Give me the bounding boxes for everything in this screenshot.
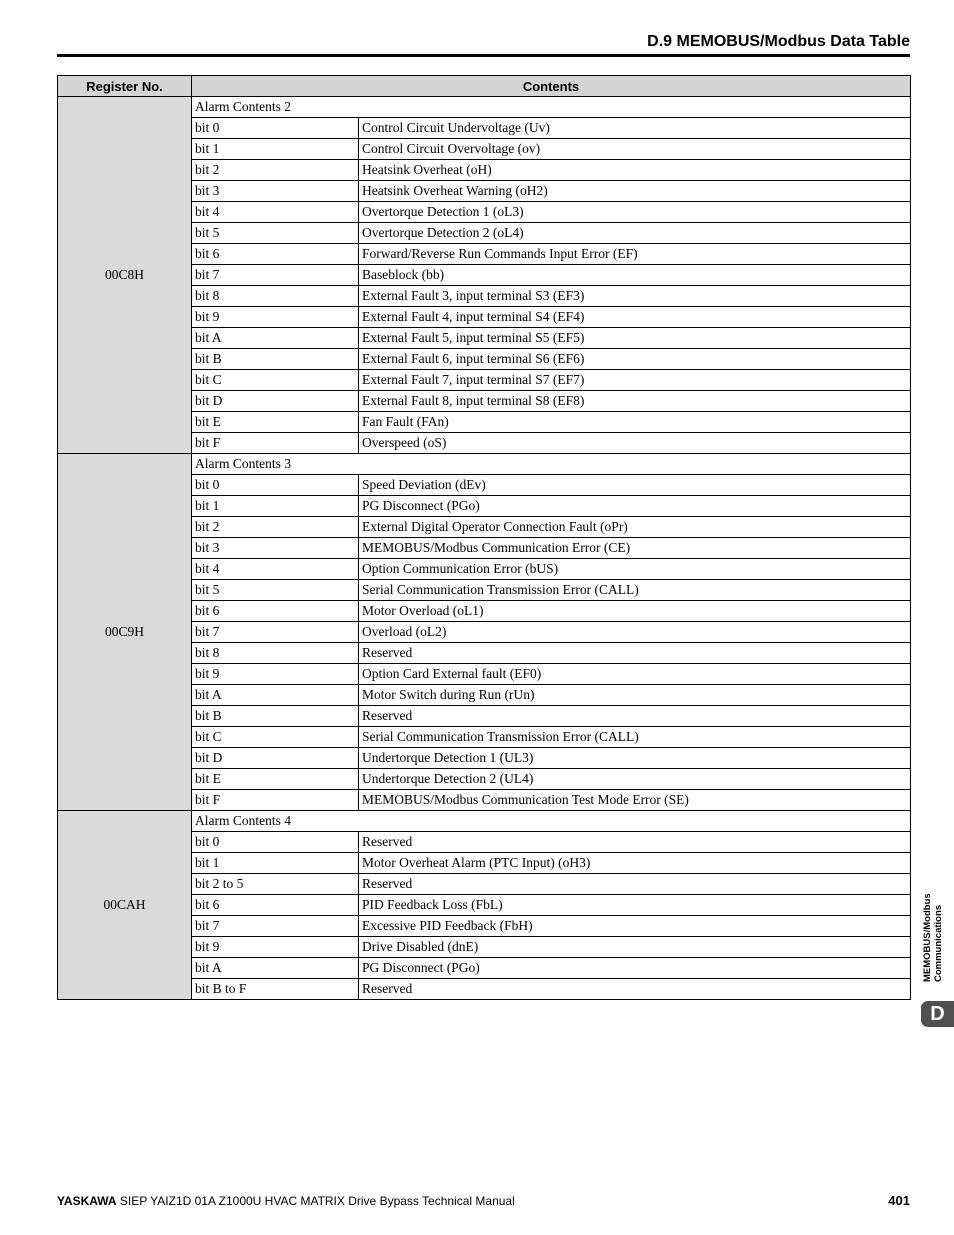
- description-cell: Control Circuit Overvoltage (ov): [359, 139, 911, 160]
- bit-cell: bit 6: [192, 244, 359, 265]
- description-cell: Reserved: [359, 706, 911, 727]
- bit-cell: bit 0: [192, 832, 359, 853]
- description-cell: Overload (oL2): [359, 622, 911, 643]
- bit-cell: bit 4: [192, 202, 359, 223]
- register-number-cell: 00C8H: [58, 97, 192, 454]
- table-header-row: [58, 76, 911, 97]
- description-cell: Reserved: [359, 979, 911, 1000]
- description-cell: External Fault 8, input terminal S8 (EF8): [359, 391, 911, 412]
- bit-cell: bit 0: [192, 118, 359, 139]
- bit-cell: bit 6: [192, 895, 359, 916]
- description-cell: External Fault 3, input terminal S3 (EF3): [359, 286, 911, 307]
- page-number: 401: [888, 1193, 910, 1208]
- footer-manual-name: SIEP YAIZ1D 01A Z1000U HVAC MATRIX Drive Bypass Technical Manual: [119, 1194, 515, 1208]
- description-cell: Reserved: [359, 832, 911, 853]
- bit-cell: bit 5: [192, 580, 359, 601]
- bit-cell: bit 9: [192, 664, 359, 685]
- description-cell: Overspeed (oS): [359, 433, 911, 454]
- description-cell: Serial Communication Transmission Error (CALL): [359, 727, 911, 748]
- register-number-cell: 00C9H: [58, 454, 192, 811]
- group-title-cell: Alarm Contents 3: [192, 454, 911, 475]
- description-cell: External Fault 6, input terminal S6 (EF6): [359, 349, 911, 370]
- bit-cell: bit 1: [192, 139, 359, 160]
- bit-cell: bit B to F: [192, 979, 359, 1000]
- description-cell: External Digital Operator Connection Fault (oPr): [359, 517, 911, 538]
- description-cell: Reserved: [359, 643, 911, 664]
- register-number-cell: 00CAH: [58, 811, 192, 1000]
- bit-cell: bit F: [192, 433, 359, 454]
- description-cell: External Fault 5, input terminal S5 (EF5): [359, 328, 911, 349]
- bit-cell: bit C: [192, 727, 359, 748]
- description-cell: Undertorque Detection 2 (UL4): [359, 769, 911, 790]
- bit-cell: bit 1: [192, 853, 359, 874]
- description-cell: PID Feedback Loss (FbL): [359, 895, 911, 916]
- description-cell: PG Disconnect (PGo): [359, 496, 911, 517]
- group-title-row: [58, 454, 911, 475]
- bit-cell: bit 6: [192, 601, 359, 622]
- description-cell: External Fault 4, input terminal S4 (EF4): [359, 307, 911, 328]
- bit-cell: bit 3: [192, 538, 359, 559]
- group-title-row: [58, 811, 911, 832]
- bit-cell: bit F: [192, 790, 359, 811]
- bit-cell: bit 7: [192, 265, 359, 286]
- description-cell: PG Disconnect (PGo): [359, 958, 911, 979]
- bit-cell: bit A: [192, 958, 359, 979]
- bit-cell: bit 3: [192, 181, 359, 202]
- bit-cell: bit B: [192, 349, 359, 370]
- appendix-tab: D: [921, 1001, 954, 1027]
- bit-cell: bit 2: [192, 160, 359, 181]
- bit-cell: bit A: [192, 328, 359, 349]
- bit-cell: bit 5: [192, 223, 359, 244]
- bit-cell: bit 4: [192, 559, 359, 580]
- description-cell: Overtorque Detection 1 (oL3): [359, 202, 911, 223]
- description-cell: Heatsink Overheat Warning (oH2): [359, 181, 911, 202]
- header-rule: [57, 54, 910, 57]
- bit-cell: bit 8: [192, 286, 359, 307]
- group-title-cell: Alarm Contents 2: [192, 97, 911, 118]
- bit-cell: bit C: [192, 370, 359, 391]
- group-title-row: [58, 97, 911, 118]
- modbus-data-table: [57, 75, 911, 1000]
- footer-brand: YASKAWA: [57, 1194, 117, 1208]
- group-title-cell: Alarm Contents 4: [192, 811, 911, 832]
- side-section-label: [922, 862, 944, 982]
- bit-cell: bit 1: [192, 496, 359, 517]
- description-cell: Baseblock (bb): [359, 265, 911, 286]
- description-cell: Option Card External fault (EF0): [359, 664, 911, 685]
- description-cell: Fan Fault (FAn): [359, 412, 911, 433]
- description-cell: Option Communication Error (bUS): [359, 559, 911, 580]
- description-cell: Reserved: [359, 874, 911, 895]
- bit-cell: bit D: [192, 748, 359, 769]
- description-cell: Serial Communication Transmission Error (CALL): [359, 580, 911, 601]
- description-cell: Motor Switch during Run (rUn): [359, 685, 911, 706]
- bit-cell: bit 8: [192, 643, 359, 664]
- description-cell: Excessive PID Feedback (FbH): [359, 916, 911, 937]
- bit-cell: bit 2 to 5: [192, 874, 359, 895]
- description-cell: MEMOBUS/Modbus Communication Error (CE): [359, 538, 911, 559]
- bit-cell: bit B: [192, 706, 359, 727]
- bit-cell: bit E: [192, 769, 359, 790]
- bit-cell: bit 0: [192, 475, 359, 496]
- description-cell: Drive Disabled (dnE): [359, 937, 911, 958]
- bit-cell: bit 7: [192, 622, 359, 643]
- bit-cell: bit E: [192, 412, 359, 433]
- description-cell: Control Circuit Undervoltage (Uv): [359, 118, 911, 139]
- bit-cell: bit 9: [192, 937, 359, 958]
- description-cell: MEMOBUS/Modbus Communication Test Mode Error (SE): [359, 790, 911, 811]
- description-cell: External Fault 7, input terminal S7 (EF7): [359, 370, 911, 391]
- section-title: D.9 MEMOBUS/Modbus Data Table: [647, 33, 910, 50]
- bit-cell: bit 7: [192, 916, 359, 937]
- side-label-line2: Communications: [933, 904, 944, 982]
- description-cell: Motor Overload (oL1): [359, 601, 911, 622]
- description-cell: Heatsink Overheat (oH): [359, 160, 911, 181]
- table-body: [58, 97, 911, 1000]
- column-header-register: Register No.: [58, 76, 192, 97]
- column-header-contents: Contents: [192, 76, 911, 97]
- description-cell: Speed Deviation (dEv): [359, 475, 911, 496]
- bit-cell: bit D: [192, 391, 359, 412]
- description-cell: Forward/Reverse Run Commands Input Error (EF): [359, 244, 911, 265]
- description-cell: Overtorque Detection 2 (oL4): [359, 223, 911, 244]
- footer-manual-title: [57, 1194, 515, 1208]
- bit-cell: bit 2: [192, 517, 359, 538]
- description-cell: Motor Overheat Alarm (PTC Input) (oH3): [359, 853, 911, 874]
- bit-cell: bit 9: [192, 307, 359, 328]
- description-cell: Undertorque Detection 1 (UL3): [359, 748, 911, 769]
- side-label-line1: MEMOBUS/Modbus: [922, 893, 933, 982]
- bit-cell: bit A: [192, 685, 359, 706]
